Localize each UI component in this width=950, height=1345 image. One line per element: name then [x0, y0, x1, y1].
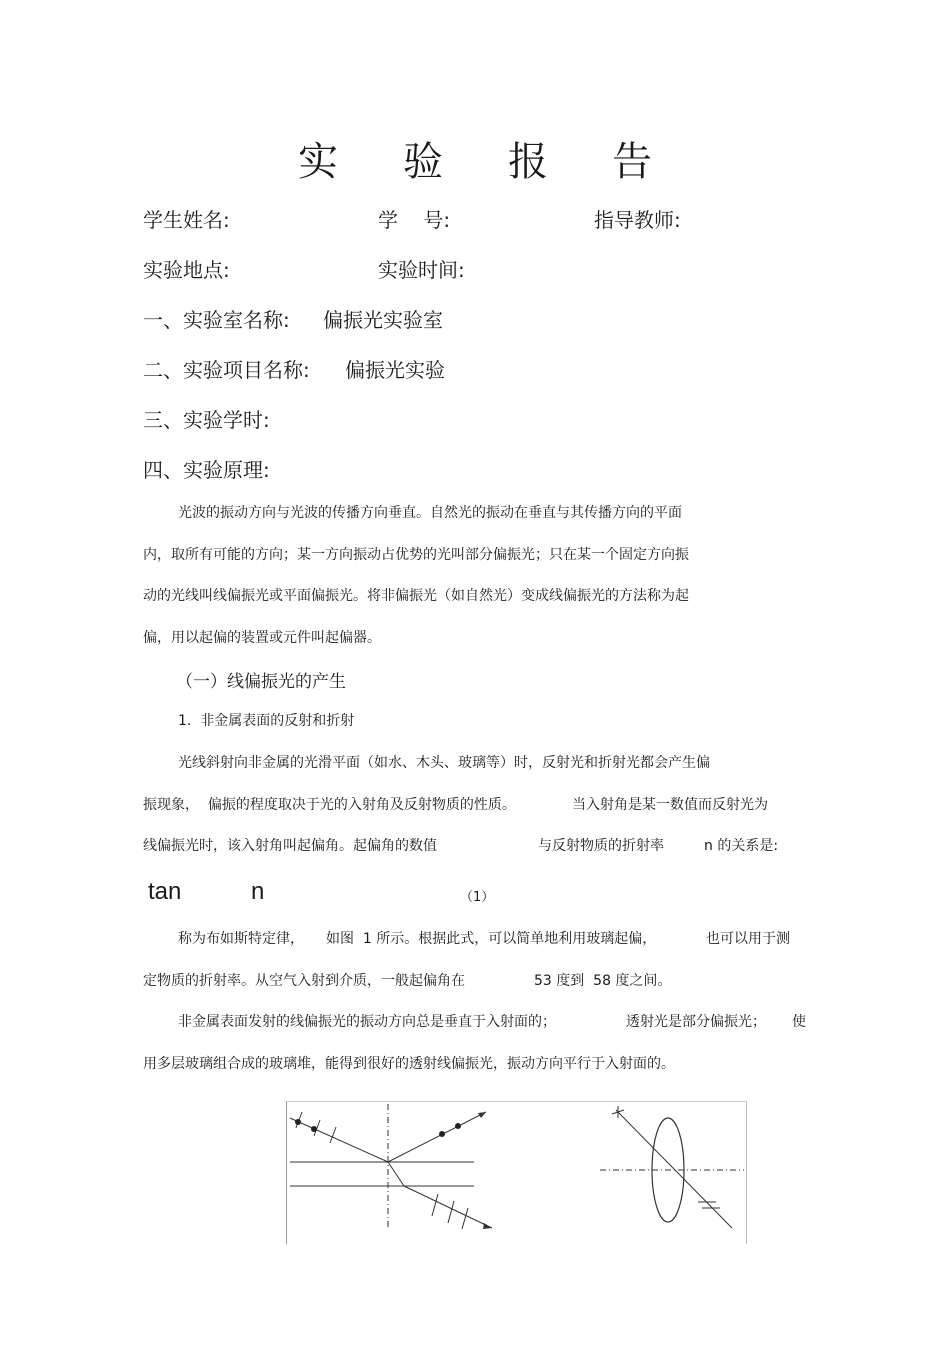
title-char-1: 实 — [298, 139, 338, 185]
subsection-title: （一）线偏振光的产生 — [176, 672, 346, 692]
reflection-line-3a: 线偏振光时，该入射角叫起偏角。起偏角的数值 — [143, 838, 437, 854]
reflection-line-2b: 当入射角是某一数值而反射光为 — [572, 797, 768, 813]
reflection-line-3b: 与反射物质的折射率 — [538, 838, 664, 854]
transmit-line-1c: 使 — [792, 1014, 806, 1030]
reflection-line-2a: 振现象， 偏振的程度取决于光的入射角及反射物质的性质。 — [143, 797, 516, 813]
page-title — [0, 130, 950, 185]
principle-line-1: 光波的振动方向与光波的传播方向垂直。自然光的振动在垂直与其传播方向的平面 — [178, 505, 682, 521]
title-char-4: 告 — [612, 139, 652, 185]
brewster-line-2a: 定物质的折射率。从空气入射到介质，一般起偏角在 — [143, 973, 465, 989]
transmit-line-1b: 透射光是部分偏振光； — [626, 1014, 766, 1030]
equation-n: n — [251, 878, 265, 905]
student-name-label: 学生姓名: — [143, 208, 230, 232]
brewster-line-1a: 称为布如斯特定律， — [178, 931, 304, 947]
title-char-3: 报 — [508, 139, 548, 185]
transmit-line-2: 用多层玻璃组合成的玻璃堆，能得到很好的透射线偏振光，振动方向平行于入射面的。 — [143, 1056, 675, 1072]
item-1-title: 1. 非金属表面的反射和折射 — [178, 713, 355, 729]
reflection-refraction-diagram-icon — [286, 1102, 506, 1242]
equation-tan: tan — [148, 878, 182, 905]
lab-name-value: 偏振光实验室 — [323, 308, 443, 332]
polarizer-ellipse-diagram-icon — [598, 1104, 748, 1234]
brewster-line-1c: 也可以用于测 — [706, 931, 790, 947]
title-char-2: 验 — [403, 139, 443, 185]
location-label: 实验地点: — [143, 258, 230, 282]
hours-label: 三、实验学时: — [143, 408, 270, 432]
project-label: 二、实验项目名称: — [143, 358, 310, 382]
principle-line-4: 偏，用以起偏的装置或元件叫起偏器。 — [143, 630, 381, 646]
student-id-label: 学 号: — [378, 208, 451, 232]
principle-line-2: 内，取所有可能的方向；某一方向振动占优势的光叫部分偏振光；只在某一个固定方向振 — [143, 547, 689, 563]
principle-line-3: 动的光线叫线偏振光或平面偏振光。将非偏振光（如自然光）变成线偏振光的方法称为起 — [143, 588, 689, 604]
brewster-line-1b: 如图 1 所示。根据此式，可以简单地利用玻璃起偏， — [326, 931, 657, 947]
principle-label: 四、实验原理: — [143, 458, 270, 482]
equation-number: （1） — [460, 890, 495, 905]
transmit-line-1a: 非金属表面发射的线偏振光的振动方向总是垂直于入射面的； — [178, 1014, 556, 1030]
brewster-line-2b: 53 度到 58 度之间。 — [534, 973, 672, 989]
reflection-line-3c: n 的关系是: — [704, 838, 779, 854]
reflection-line-1: 光线斜射向非金属的光滑平面（如水、木头、玻璃等）时，反射光和折射光都会产生偏 — [178, 755, 710, 771]
time-label: 实验时间: — [378, 258, 465, 282]
advisor-label: 指导教师: — [594, 208, 681, 232]
lab-name-label: 一、实验室名称: — [143, 308, 290, 332]
project-value: 偏振光实验 — [345, 358, 445, 382]
